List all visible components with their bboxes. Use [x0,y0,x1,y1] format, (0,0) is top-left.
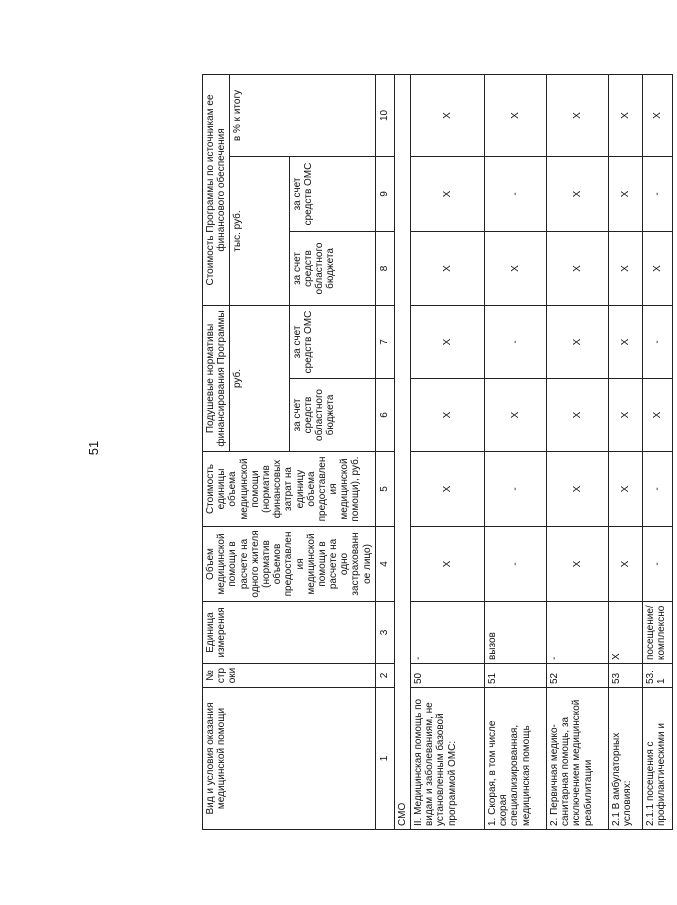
smo-label: СМО [394,74,410,829]
table-row [411,74,485,829]
row-value: X [609,74,643,156]
col-number: 1 [375,688,394,830]
row-unit: - [411,602,485,664]
row-value: X [609,527,643,602]
row-n: 50 [411,664,485,688]
row-value: X [609,379,643,452]
header-podushevye: Подушевые нормативы финансирования Программы [203,306,230,452]
header-vid: Вид и условия оказания медицинской помощи [203,688,376,830]
row-value: X [643,379,673,452]
row-n: 53.1 [643,664,673,688]
header-percent: в % к итогу [230,74,375,156]
row-value: X [547,527,609,602]
row-value: - [643,527,673,602]
row-unit: вызов [485,602,547,664]
row-value: X [643,74,673,156]
row-value: - [485,527,547,602]
col-number: 7 [375,306,394,379]
column-numbers-row [375,74,394,829]
row-n: 51 [485,664,547,688]
table-row [643,74,673,829]
header-stoimost-prog: Стоимость Программы по источникам ее финансового обеспечения [203,74,230,305]
row-value: X [411,74,485,156]
row-value: - [643,306,673,379]
header-stoimost-ed: Стоимость единицы объема медицинской помощи (норматив финансовых затрат на единицу объема предоставления медицинской помощи), руб. [203,452,376,527]
row-n: 52 [547,664,609,688]
table-row [485,74,547,829]
col-number: 9 [375,157,394,232]
col-number: 10 [375,74,394,156]
header-pod-oms: за счет средств ОМС [289,306,375,379]
header-tys-rub: тыс. руб. [230,157,289,306]
row-value: X [547,74,609,156]
page-number: 51 [86,440,101,456]
row-value: X [411,306,485,379]
row-value: X [411,157,485,232]
header-pod-oblast: за счет средств областного бюджета [289,379,375,452]
row-value: X [609,157,643,232]
table-row [547,74,609,829]
col-number: 4 [375,527,394,602]
row-value: X [547,452,609,527]
col-number: 6 [375,379,394,452]
row-value: - [485,452,547,527]
row-vid: 1. Скорая, в том числе скорая специализированная, медицинская помощь [485,688,547,830]
row-value: X [609,306,643,379]
row-value: X [411,379,485,452]
col-number: 3 [375,602,394,664]
col-number: 8 [375,232,394,306]
row-value: X [485,379,547,452]
header-edinica: Единица измерения [203,602,376,664]
header-obem: Объем медицинской помощи в расчете на одного жителя (норматив объемов предоставления медицинской помощи в расчете на одно застрахованное лицо) [203,527,376,602]
row-vid: 2. Первичная медико-санитарная помощь, за исключением медицинской реабилитации [547,688,609,830]
row-value: - [643,452,673,527]
row-unit: X [609,602,643,664]
row-vid: 2.1.1 посещения с профилактическими и [643,688,673,830]
row-value: X [609,452,643,527]
row-value: X [547,379,609,452]
smo-row [394,74,410,829]
row-value: X [411,452,485,527]
row-value: X [643,232,673,306]
row-value: X [547,306,609,379]
row-n: 53 [609,664,643,688]
row-value: X [609,232,643,306]
row-value: - [485,157,547,232]
col-number: 5 [375,452,394,527]
header-rub: руб. [230,306,289,452]
row-value: X [411,527,485,602]
header-stoim-oblast: за счет средств областного бюджета [289,232,375,306]
header-n-stroki: № строки [203,664,376,688]
row-value: X [547,157,609,232]
row-unit: посещение/ комплексно [643,602,673,664]
row-value: X [485,74,547,156]
row-value: - [643,157,673,232]
header-stoim-oms: за счет средств ОМС [289,157,375,232]
row-vid: 2.1 В амбулаторных условиях: [609,688,643,830]
row-value: X [411,232,485,306]
program-cost-table [202,74,673,830]
row-value: - [485,306,547,379]
row-value: X [485,232,547,306]
table-row [609,74,643,829]
row-vid: II. Медицинская помощь по видам и заболеваниям, не установленным базовой программой ОМС: [411,688,485,830]
row-value: X [547,232,609,306]
rotated-table-container [202,75,677,830]
col-number: 2 [375,664,394,688]
row-unit: - [547,602,609,664]
